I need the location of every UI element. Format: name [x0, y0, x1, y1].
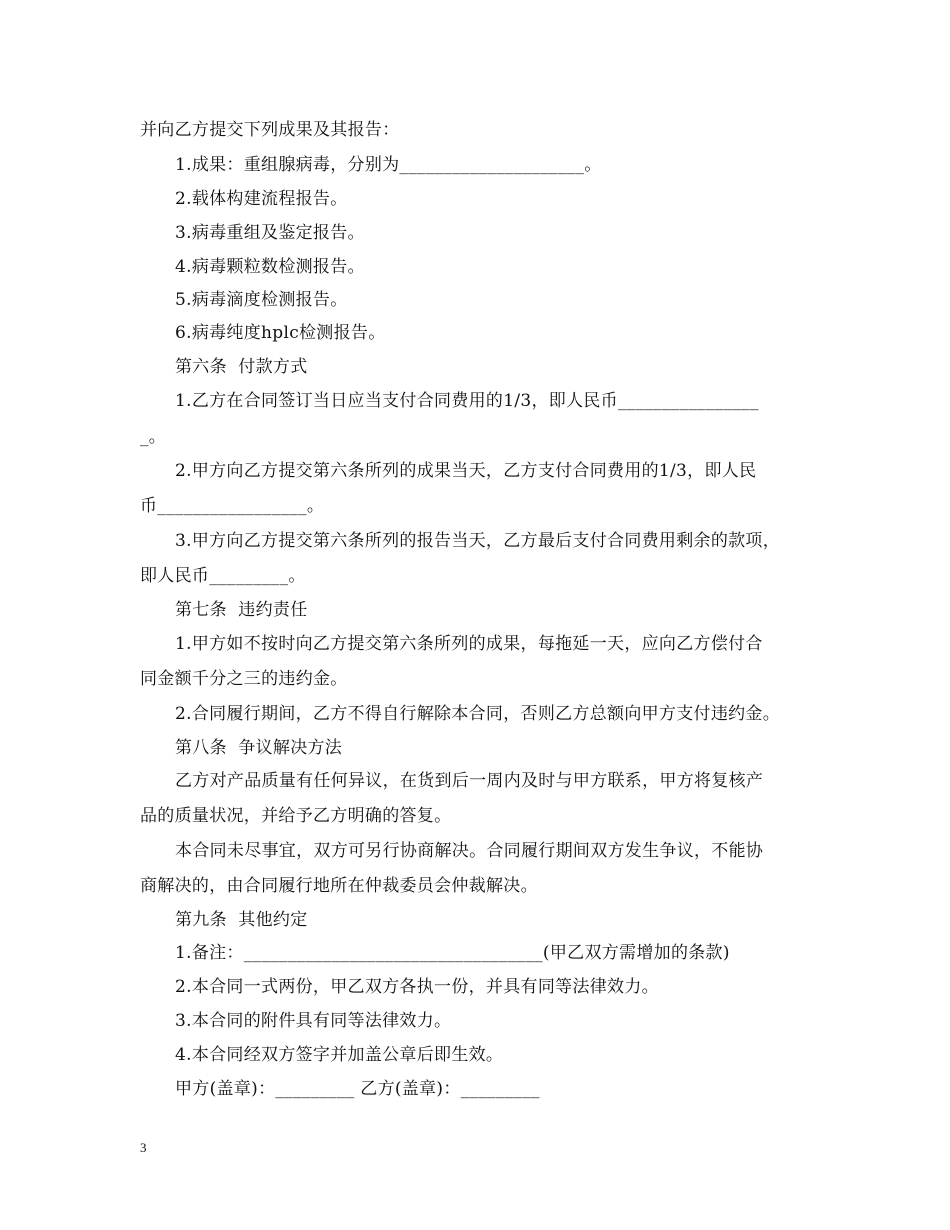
- text-line: 3.病毒重组及鉴定报告。: [175, 223, 365, 243]
- text-line: 2.甲方向乙方提交第六条所列的成果当天，乙方支付合同费用的1/3，即人民: [175, 461, 757, 481]
- section-heading: 第九条 其他约定: [175, 910, 308, 930]
- text-line: 即人民币_________。: [140, 566, 306, 586]
- text-line: 币_________________。: [140, 496, 325, 516]
- page-number: 3: [140, 1140, 147, 1155]
- text-line: 3.甲方向乙方提交第六条所列的报告当天，乙方最后支付合同费用剩余的款项，: [175, 531, 781, 551]
- text-line: 本合同未尽事宜，双方可另行协商解决。合同履行期间双方发生争议，不能协: [175, 841, 764, 861]
- text-line: 3.本合同的附件具有同等法律效力。: [175, 1011, 452, 1031]
- text-line: 4.本合同经双方签字并加盖公章后即生效。: [175, 1045, 504, 1065]
- text-line: 商解决的，由合同履行地所在仲裁委员会仲裁解决。: [140, 876, 538, 896]
- section-heading: 第六条 付款方式: [175, 357, 308, 377]
- text-line: 4.病毒颗粒数检测报告。: [175, 257, 365, 277]
- text-line: 5.病毒滴度检测报告。: [175, 290, 348, 310]
- text-line: 并向乙方提交下列成果及其报告：: [140, 120, 400, 140]
- text-line: 6.病毒纯度hplc检测报告。: [175, 323, 386, 343]
- text-line: 2.本合同一式两份，甲乙双方各执一份，并具有同等法律效力。: [175, 977, 659, 997]
- text-line: 品的质量状况，并给予乙方明确的答复。: [140, 806, 452, 826]
- text-line: 1.备注：__________________________________(甲乙双方需增加的条款): [175, 943, 730, 963]
- text-line: 1.成果：重组腺病毒，分别为_____________________。: [175, 155, 602, 175]
- section-heading: 第八条 争议解决方法: [175, 738, 343, 758]
- text-line: 2.合同履行期间，乙方不得自行解除本合同，否则乙方总额向甲方支付违约金。: [175, 704, 781, 724]
- signature-line: 甲方(盖章)：_________ 乙方(盖章)：_________: [175, 1079, 540, 1099]
- text-line: 1.甲方如不按时向乙方提交第六条所列的成果，每拖延一天，应向乙方偿付合: [175, 634, 763, 654]
- text-line: 1.乙方在合同签订当日应当支付合同费用的1/3，即人民币________________: [175, 391, 759, 411]
- text-line: _。: [140, 427, 167, 447]
- text-line: 同金额千分之三的违约金。: [140, 669, 348, 689]
- text-line: 2.载体构建流程报告。: [175, 189, 348, 209]
- text-line: 乙方对产品质量有任何异议，在货到后一周内及时与甲方联系，甲方将复核产: [175, 771, 764, 791]
- section-heading: 第七条 违约责任: [175, 600, 308, 620]
